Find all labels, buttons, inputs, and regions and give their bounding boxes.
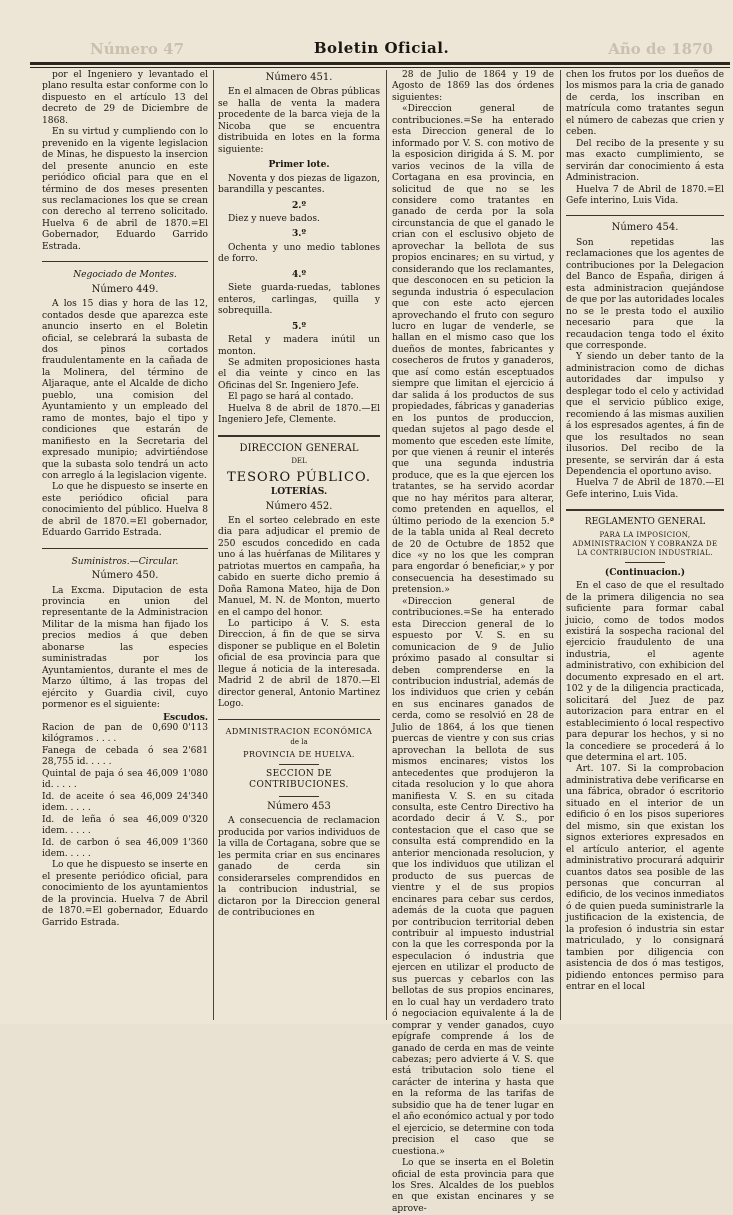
notice-number: Número 450. [91, 570, 159, 582]
paragraph: «Direccion general de contribuciones.=Se ha enterado esta Direccion general de lo informado por V. S. con motivo de la esposicion dirigida á S. M. por varios vecinos de la villa de Cortagana en esa provincia, en solicitud de que no se les considere como tratantes en ganado de cerda por la sola circunstancia de que el ganado le crian con el esclusivo objeto de aprovechar la bellota de sus propios encinares; en su virtud, y considerando que los reclamantes, que desconocen en su peticion la segunda industria ó especulacion que con este acto ejercen aprovechando el fruto con seguro lucro en lugar de venderle, se hallan en el mismo caso que los dueños de montes, fabricantes y cosecheros de frutos y ganaderos, que así como están esceptuados siempre que limitan el ejercicio á dar salida á los productos de sus propiedades, fábricas y ganaderias en los puntos de produccion, quedan sujetos al pago desde el momento que esceden este límite, por que vienen á reunir el interés que una segunda industria produce, que es la que ejercen los tratantes, se ha servido acordar que no hay méritos para alterar, como pretenden en aquellos, el último periodo de la exencion 5.ª de la tabla unida al Real decreto de 20 de Octubre de 1852 que dice «y no los que les compran para engordar ó beneficiar,» y por consecuencia ha desestimado su pretension.» [392, 104, 554, 596]
paragraph: Lo que he dispuesto se inserte en este periódico oficial para conocimiento del público. Huelva 8 de abril de 1870.=El gobernador, Eduardo Garrido Estrada. [42, 482, 208, 539]
lot-number: 3.º [291, 228, 307, 240]
lot-description: Diez y nueve bados. [228, 213, 320, 224]
paragraph: En el sorteo celebrado en este dia para adjudicar el premio de 250 escudos concedido en cada uno á las huérfanas de Militares y patriotas muertos en campaña, ha cabido en suerte dicho premio á Doña Ramona Mateo, hija de Don Manuel, M. N. de Monton, muerto en el campo del honor. [218, 515, 380, 618]
masthead [30, 38, 733, 60]
page-title: Boletin Oficial. [313, 39, 450, 57]
column-4 [566, 70, 724, 1020]
section-heading-large: TESORO PÚBLICO. [226, 469, 372, 485]
paragraph: En el caso de que el resultado de la primera diligencia no sea suficiente para formar cabal juicio, como de todos modos existirá la sospecha racional del ejercicio fraudulento de una industria, el agente administrativo, con exhibicion del documento expresado en el art. 102 y de la diligencia practicada, solicitará del Juez de paz autorizacion para entrar en el establecimiento ó local respectivo para depurar los hechos, y si no la concediere se procederá á lo que determina el art. 105. [566, 581, 724, 764]
lot-description: Siete guarda-ruedas, tablones enteros, carlingas, quilla y sobrequilla. [218, 283, 380, 317]
top-rule-thin [30, 67, 730, 68]
lot-description: Ochenta y uno medio tablones de forro. [218, 242, 380, 265]
paragraph: chen los frutos por los dueños de los mismos para la cria de ganado de cerda, los inscriban en matrícula como tratantes segun el número de cabezas que crien y ceben. [566, 70, 724, 138]
subsection-heading: LOTERÍAS. [270, 486, 328, 498]
bleed-through-right: Año de 1870 [608, 40, 713, 58]
paragraph: Art. 107. Si la comprobacion administrativa debe verificarse en una fábrica, obrador ó escritorio situado en el interior de un edificio ó en los pisos superiores del mismo, sin que existan los signos exteriores expresados en el artículo anterior, el agente administrativo procurará adquirir cuantos datos sea posible de las personas que concurran al edificio, de los vecinos inmediatos ó de quien pueda suministrarle la justificacion de la existencia, de la profesion ó industria sin estar matriculado, y lo consignará tambien por diligencia con asistencia de dos ó mas testigos, pidiendo entonces permiso para entrar en el local [566, 764, 724, 993]
notice-number: Número 453 [267, 800, 331, 812]
signature-line: Huelva 7 de Abril de 1870.—El Gefe interino, Luis Vida. [566, 478, 724, 500]
paragraph: Se admiten proposiciones hasta el dia veinte y cinco en las Oficinas del Sr. Ingeniero Jefe. [218, 357, 380, 391]
price-column-header: Escudos. [163, 711, 208, 723]
column-divider [386, 70, 387, 1020]
lot-heading: Primer lote. [268, 159, 330, 171]
lot-description: Retal y madera inútil un monton. [218, 335, 380, 357]
paragraph: Son repetidas las reclamaciones que los agentes de contribuciones por la Delegacion del Banco de España, dirigen á esta administracion quejándose de que por las autoridades locales no se le presta todo el auxilio necesario para que la recaudacion tenga todo el éxito que corresponde. [566, 237, 724, 351]
lot-number: 4.º [291, 268, 307, 280]
section-divider [42, 548, 208, 549]
notice-number: Número 449. [91, 283, 159, 295]
lot-description: Noventa y dos piezas de ligazon, barandilla y pescantes. [218, 173, 380, 196]
short-divider [279, 764, 319, 765]
section-divider [42, 261, 208, 262]
column-divider [560, 70, 561, 1020]
paragraph: por el Ingeniero y levantado el plano resulta estar conforme con lo dispuesto en el artículo 13 del decreto de 29 de Diciembre de 1868. [42, 70, 208, 126]
section-divider [218, 435, 380, 437]
section-heading-connector: DEL [291, 457, 307, 466]
section-subheading: PARA LA IMPOSICION, ADMINISTRACION Y COBRANZA DE LA CONTRIBUCION INDUSTRIAL. [572, 530, 718, 557]
notice-number: Número 452. [265, 500, 333, 512]
paragraph: «Direccion general de contribuciones.=Se ha enterado esta Direccion general de lo espuesto por V. S. en su comunicacion de 9 de Julio próximo pasado al consultar si deben comprenderse en la contribucion industrial, además de los individuos que crien y cebán en sus encinares ganados de cerda, como se resolvió en 28 de Julio de 1864, á los que tienen puercas de vientre y con sus crias aprovechan la bellota de sus mismos encinares; vistos los antecedentes que produjeron la citada resolucion y lo que ahora manifiesta V. S. en su citada consulta, este Centro Directivo ha acordado decir á V. S., por contestacion que el caso que se consulta está comprendido en la anterior mencionada resolucion, y que los individuos que utilizan el producto de sus puercas de vientre y el de sus propios encinares para cebar sus cerdos, además de la cuota que paguen por contribucion territorial deben contribuir al impuesto industrial con la que les corresponda por la especulacion ó industria que ejercen en utilizar el producto de sus puercas y cebarlos con las bellotas de sus propios encinares, en lo cual hay un verdadero trato ó negociacion equivalente á la de comprar y vender ganados, cuyo epígrafe comprende á los de ganado de cerda en mas de veinte cabezas; pero advierte á V. S. que está tributacion solo tiene el carácter de interina y hasta que en la reforma de las tarifas de subsidio que ha de tener lugar en el año económico actual y por todo el ejercicio, se determine con toda precision el caso que se cuestiona.» [392, 596, 554, 1157]
price-row: Id. de leña ó sea 46,009 idem. . . . . 0'320 [42, 814, 208, 837]
paragraph: 28 de Julio de 1864 y 19 de Agosto de 1869 las dos órdenes siguientes: [392, 70, 554, 103]
section-heading: Negociado de Montes. [73, 270, 177, 281]
paragraph: Lo que he dispuesto se inserte en el presente periódico oficial, para conocimiento de los ayuntamientos de la provincia. Huelva 7 de Abril de 1870.=El gobernador, Eduardo Garrido Estrada. [42, 860, 208, 928]
paragraph: La Excma. Diputacion de esta provincia en union del representante de la Administracion Militar de la misma han fijado los precios medios á que deben abonarse las especies suministradas por los Ayuntamientos, durante el mes de Marzo último, á las tropas del ejército y Guardia civil, cuyo pormenor es el siguiente: [42, 585, 208, 711]
paragraph: A consecuencia de reclamacion producida por varios individuos de la villa de Cortagana, sobre que se les permita criar en sus encinares ganado de cerda sin considerarseles comprendidos en la contribucion industrial, se dictaron por la Direccion general de contribuciones en [218, 816, 380, 918]
section-heading: PROVINCIA DE HUELVA. [243, 749, 355, 759]
section-heading-connector: de la [290, 738, 308, 747]
section-heading: DIRECCION GENERAL [239, 442, 359, 454]
section-divider [566, 509, 724, 511]
column-3 [392, 70, 554, 1214]
section-heading: REGLAMENTO GENERAL [584, 517, 706, 528]
section-divider [218, 719, 380, 720]
notice-number: Número 451. [265, 72, 333, 83]
continuation-label: (Continuacion.) [604, 566, 686, 578]
paragraph: En su virtud y cumpliendo con lo prevenido en la vigente legislacion de Minas, he dispuesto la insercion del presente anuncio en este periódico oficial para que en el término de dos meses presenten sus reclamaciones los que se crean con derecho al terreno solicitado. Huelva 6 de abril de 1870.=El Gobernador, Eduardo Garrido Estrada. [42, 127, 208, 252]
paragraph: Lo participo á V. S. esta Direccion, á fin de que se sirva disponer se publique en el Boletin oficial de esa provincia para que llegue á noticia de la interesada. Madrid 2 de abril de 1870.—El director general, Antonio Martinez Logo. [218, 619, 380, 710]
short-divider [625, 562, 665, 563]
section-heading: Suministros.—Circular. [71, 556, 179, 567]
price-row: Quintal de paja ó sea 46,009 id. . . . . 1'080 [42, 768, 208, 791]
section-heading: ADMINISTRACION ECONÓMICA [225, 726, 373, 736]
price-row: Fanega de cebada ó sea 28,755 id. . . . . 2'681 [42, 745, 208, 768]
column-divider [213, 70, 214, 1020]
price-row: Id. de aceite ó sea 46,009 idem. . . . . 24'340 [42, 791, 208, 814]
lot-number: 5.º [291, 320, 307, 332]
paragraph: En el almacen de Obras públicas se halla de venta la madera procedente de la barca vieja de la Nicoba que se encuentra distribuida en lotes en la forma siguiente: [218, 87, 380, 155]
paragraph: Del recibo de la presente y su mas exacto cumplimiento, se servirán dar conocimiento á esta Administracion. [566, 138, 724, 184]
paragraph: A los 15 dias y hora de las 12, contados desde que aparezca este anuncio inserto en el Boletin oficial, se celebrará la subasta de dos pinos cortados fraudulentamente en la cañada de la Molinera, del término de Aljaraque, ante el Alcalde de dicho pueblo, una comision del Ayuntamiento y un empleado del ramo de montes, bajo el tipo y condiciones que estarán de manifiesto en la Secretaria del expresado munipio; advirtiéndose que la subasta solo tendrá un acto con arreglo á la legislacion vigente. [42, 299, 208, 481]
column-1 [42, 70, 208, 1020]
bleed-through-left: Número 47 [90, 40, 185, 58]
short-divider [279, 796, 319, 797]
section-divider [566, 215, 724, 216]
paragraph: Huelva 8 de abril de 1870.—El Ingeniero Jefe, Clemente. [218, 403, 380, 426]
signature-line: Huelva 7 de Abril de 1870.=El Gefe interino, Luis Vida. [566, 184, 724, 206]
top-rule [30, 62, 730, 65]
subsection-heading: SECCION DE CONTRIBUCIONES. [249, 769, 349, 791]
column-2 [218, 70, 380, 1020]
paragraph: El pago se hará al contado. [228, 392, 354, 403]
paragraph: Lo que se inserta en el Boletin oficial de esta provincia para que los Sres. Alcaldes de los pueblos en que existan encinares y se aprove- [392, 1158, 554, 1214]
notice-number: Número 454. [611, 222, 679, 234]
price-row: Id. de carbon ó sea 46,009 idem. . . . . 1'360 [42, 837, 208, 859]
lot-number: 2.º [291, 199, 307, 211]
price-row: Racion de pan de 0,690 kilógramos . . . . 0'113 [42, 723, 208, 745]
paragraph: Y siendo un deber tanto de la administracion como de dichas autoridades dar impulso y desplegar todo el celo y actividad que el servicio público exige, recomiendo á las mismas auxilien á los espresados agentes, á fin de que los resultados no sean ilusorios. Del recibo de la presente, se servirán dar á esta Dependencia el oportuno aviso. [566, 352, 724, 477]
